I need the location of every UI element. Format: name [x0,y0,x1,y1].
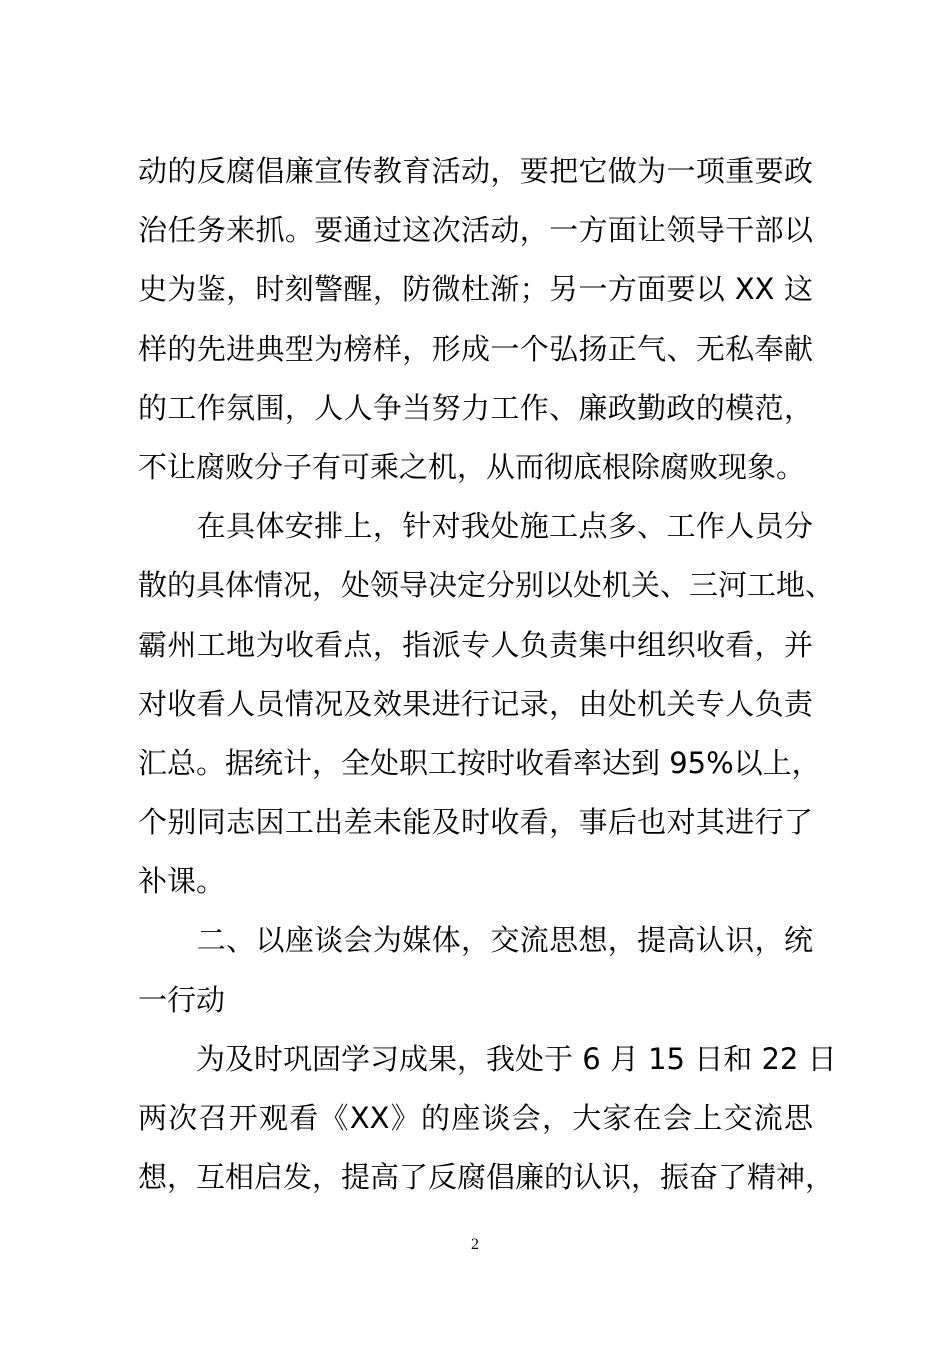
text-line: 二、以座谈会为媒体，交流思想，提高认识，统 [138,923,813,958]
text-line: 想，互相启发，提高了反腐倡廉的认识，振奋了精神， [138,1160,835,1195]
body-text [138,142,837,1207]
text-line: 散的具体情况，处领导决定分别以处机关、三河工地、 [138,568,835,603]
text-line: 动的反腐倡廉宣传教育活动，要把它做为一项重要政 [138,154,813,188]
text-line: 史为鉴，时刻警醒，防微杜渐；另一方面要以 XX 这 [138,272,813,307]
text-line: 一行动 [138,982,226,1017]
page-number: 2 [471,1236,479,1253]
text-line: 为及时巩固学习成果，我处于 6 月 15 日和 22 日 [138,1041,837,1076]
text-line: 霸州工地为收看点，指派专人负责集中组织收看，并 [138,627,813,662]
text-line: 治任务来抓。要通过这次活动，一方面让领导干部以 [138,213,813,248]
text-line: 汇总。据统计，全处职工按时收看率达到 95%以上， [138,745,821,780]
text-line: 对收看人员情况及效果进行记录，由处机关专人负责 [138,686,813,721]
text-line: 不让腐败分子有可乘之机，从而彻底根除腐败现象。 [138,449,806,484]
text-line: 样的先进典型为榜样，形成一个弘扬正气、无私奉献 [138,331,813,366]
text-line: 在具体安排上，针对我处施工点多、工作人员分 [138,509,813,544]
text-line: 个别同志因工出差未能及时收看，事后也对其进行了 [138,805,813,840]
text-line: 的工作氛围，人人争当努力工作、廉政勤政的模范， [138,390,813,425]
text-line: 两次召开观看《XX》的座谈会，大家在会上交流思 [138,1101,813,1135]
text-line: 补课。 [138,864,226,899]
